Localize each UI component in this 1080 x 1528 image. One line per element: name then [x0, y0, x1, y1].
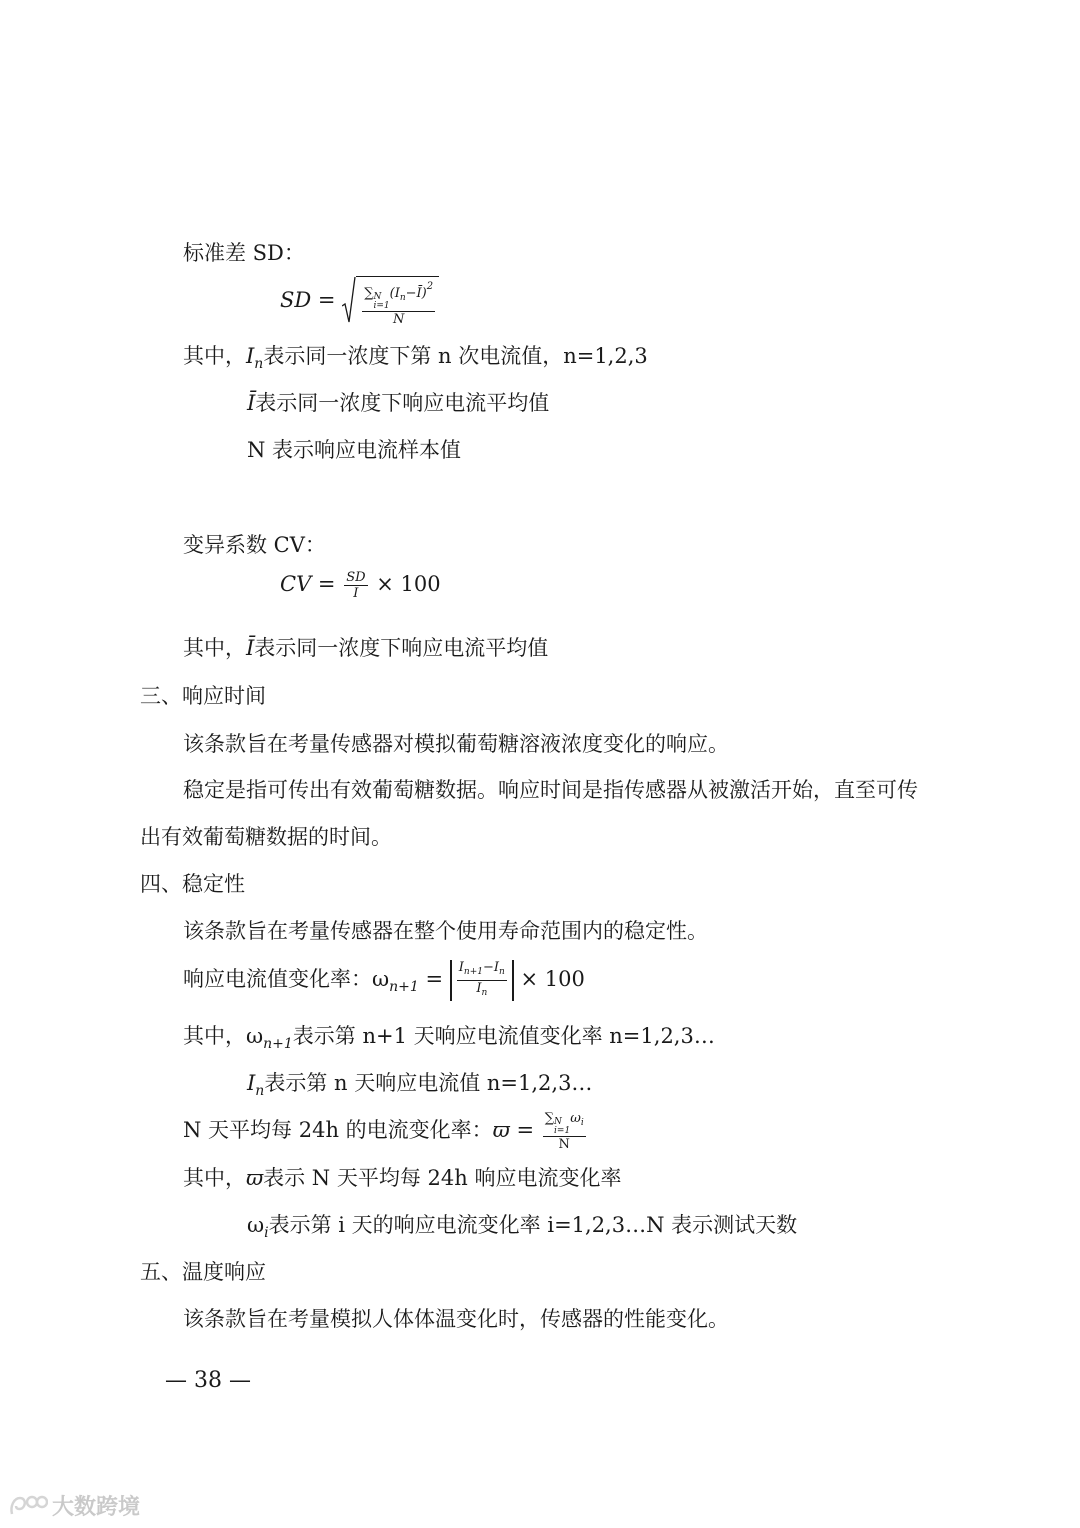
sd-mean-line [247, 388, 549, 418]
sd-n-line: N 表示响应电流样本值 [247, 438, 462, 462]
in-symbol-sub: n [254, 356, 264, 372]
in-where-text: 表示第 n 天响应电流值 n=1,2,3… [264, 1071, 593, 1095]
sd-lhs: SD = [280, 288, 336, 312]
where-prefix: 其中， [183, 636, 246, 660]
rate-den-sub: n [481, 988, 488, 998]
sd-num-body: (I [389, 286, 400, 301]
avg-where-line [183, 1163, 621, 1193]
section5-heading: 五、温度响应 [140, 1260, 266, 1284]
sum-upper: N [554, 1117, 562, 1127]
avg-num-body: ω [570, 1111, 581, 1126]
omega-sub: n+1 [389, 979, 419, 995]
logo-icon [8, 1492, 48, 1520]
rate-den: I [476, 981, 482, 996]
sum-symbol: ∑ [364, 286, 374, 301]
wi-where-text: 表示第 i 天的响应电流变化率 i=1,2,3…N 表示测试天数 [268, 1213, 798, 1237]
sum-upper: N [373, 292, 382, 302]
rate-num-minus: −I [482, 960, 500, 975]
section3-p1: 该条款旨在考量传感器对模拟葡萄糖溶液浓度变化的响应。 [183, 732, 729, 756]
section3-p2-line1: 稳定是指可传出有效葡萄糖数据。响应时间是指传感器从被激活开始，直至可传 [183, 778, 918, 802]
rate-where-text: 表示第 n+1 天响应电流值变化率 n=1,2,3… [292, 1024, 715, 1048]
watermark-text: 大数跨境 [52, 1495, 141, 1520]
rate-eq: = [425, 967, 444, 991]
avg-formula-line [183, 1110, 588, 1152]
omega-symbol: ω [247, 1213, 265, 1237]
avg-where-text: 表示 N 天平均每 24h 响应电流变化率 [263, 1166, 622, 1190]
cv-formula [280, 570, 441, 601]
sd-label: 标准差 SD： [183, 241, 305, 265]
section3-p2-line2: 出有效葡萄糖数据的时间。 [140, 825, 392, 849]
wi-where-line [247, 1210, 797, 1248]
mean-symbol: Ī [247, 391, 256, 415]
section5-p1: 该条款旨在考量模拟人体体温变化时，传感器的性能变化。 [183, 1307, 729, 1331]
sd-sqrt [342, 276, 439, 327]
rate-num-a: I [458, 960, 464, 975]
cv-den: Ī [353, 586, 359, 601]
omega-sub: n+1 [263, 1036, 293, 1052]
page-number: — 38 — [165, 1368, 251, 1393]
sd-num-minus: −Ī) [405, 286, 427, 301]
cv-mean-text: 表示同一浓度下响应电流平均值 [254, 636, 549, 660]
cv-num: SD [346, 570, 366, 585]
omega-symbol: ω [246, 1024, 264, 1048]
omega-sub: i [264, 1225, 269, 1241]
sd-formula [280, 276, 439, 327]
rate-abs [450, 960, 514, 1001]
sum-lower: i=1 [554, 1126, 571, 1136]
sum-lower: i=1 [373, 301, 390, 311]
avg-label: N 天平均每 24h 的电流变化率： [183, 1118, 493, 1142]
cv-lhs: CV = [280, 572, 336, 596]
sd-where-line [183, 341, 648, 379]
avg-eq: = [516, 1118, 535, 1142]
rate-num-a-sub: n+1 [463, 967, 483, 977]
where-prefix: 其中， [183, 1024, 246, 1048]
rate-num-b-sub: n [499, 967, 505, 977]
sqrt-sign-icon [342, 276, 356, 324]
sd-mean-text: 表示同一浓度下响应电流平均值 [255, 391, 550, 415]
sd-num-power: 2 [426, 281, 434, 292]
rate-rhs: × 100 [520, 967, 585, 991]
section3-heading: 三、响应时间 [140, 684, 266, 708]
cv-label: 变异系数 CV： [183, 533, 326, 557]
sd-den: N [392, 312, 405, 327]
section4-p1: 该条款旨在考量传感器在整个使用寿命范围内的稳定性。 [183, 919, 708, 943]
in-symbol: I [247, 1071, 256, 1095]
where-prefix: 其中， [183, 1166, 246, 1190]
sd-num-sub: n [399, 293, 406, 303]
varpi-symbol: ϖ [246, 1166, 264, 1190]
cv-where-line [183, 633, 548, 663]
mean-symbol: Ī [246, 636, 255, 660]
omega-symbol: ω [372, 967, 390, 991]
varpi-symbol: ϖ [492, 1118, 510, 1142]
avg-den: N [558, 1137, 570, 1152]
watermark [8, 1490, 140, 1521]
where-prefix: 其中， [183, 344, 246, 368]
sum-symbol: ∑ [544, 1111, 555, 1126]
rate-where-line [183, 1021, 715, 1059]
in-symbol: I [246, 344, 255, 368]
sd-where-text: 表示同一浓度下第 n 次电流值，n=1,2,3 [263, 344, 648, 368]
in-where-line [247, 1068, 592, 1106]
cv-rhs: × 100 [376, 572, 441, 596]
in-symbol-sub: n [255, 1083, 265, 1099]
section4-heading: 四、稳定性 [140, 872, 245, 896]
rate-label: 响应电流值变化率： [183, 967, 372, 991]
rate-formula-line [183, 960, 585, 1006]
avg-num-sub: i [580, 1118, 584, 1128]
